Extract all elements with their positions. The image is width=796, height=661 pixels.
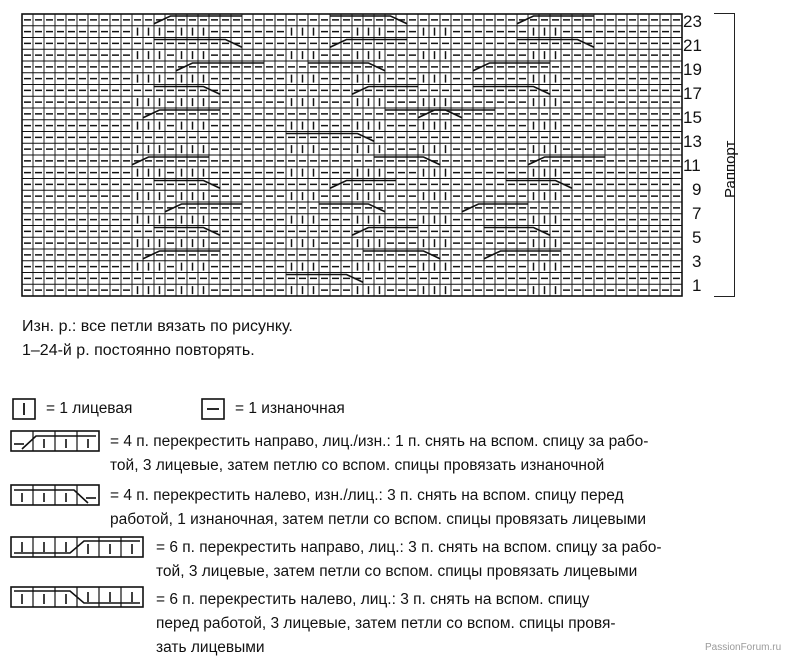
row-number-13: 13	[683, 132, 702, 151]
legend-cross6-left-l2: перед работой, 3 лицевые, затем петли со вспом. спицы провя-	[156, 615, 616, 632]
legend-knit: = 1 лицевая	[46, 400, 133, 417]
row-number-15: 15	[683, 108, 702, 127]
knit-symbol-icon	[12, 398, 38, 420]
cross4-right-symbol-icon	[10, 430, 104, 452]
rapport-label: Раппорт	[722, 140, 739, 198]
row-number-23: 23	[683, 12, 702, 31]
row-number-7: 7	[692, 204, 702, 223]
cross6-left-symbol-icon	[10, 586, 148, 608]
legend-cross6-right-l2: той, 3 лицевые, затем петли со вспом. спицы провязать лицевыми	[156, 563, 638, 580]
legend-cross4-left-l2: работой, 1 изнаночная, затем петли со вспом. спицы провязать лицевыми	[110, 511, 647, 528]
legend-cross4-left-l1: = 4 п. перекрестить налево, изн./лиц.: 3 п. снять на вспом. спицу перед	[110, 487, 624, 504]
row-number-21: 21	[683, 36, 702, 55]
row-number-11: 11	[683, 156, 701, 175]
row-number-1: 1	[692, 276, 702, 295]
legend-cross6-left-l3: зать лицевыми	[156, 639, 265, 656]
cross4-left-symbol-icon	[10, 484, 104, 506]
legend-purl: = 1 изнаночная	[235, 400, 345, 417]
row-number-9: 9	[692, 180, 702, 199]
cross6-right-symbol-icon	[10, 536, 148, 558]
legend-cross4-right-l1: = 4 п. перекрестить направо, лиц./изн.: 1 п. снять на вспом. спицу за рабо-	[110, 433, 649, 450]
purl-symbol-icon	[201, 398, 227, 420]
note-repeat: 1–24-й р. постоянно повторять.	[22, 342, 255, 359]
row-number-19: 19	[683, 60, 702, 79]
note-wrong-side: Изн. р.: все петли вязать по рисунку.	[22, 318, 293, 335]
row-number-17: 17	[683, 84, 702, 103]
row-number-5: 5	[692, 228, 702, 247]
row-number-3: 3	[692, 252, 702, 271]
knitting-chart	[0, 0, 796, 300]
watermark: PassionForum.ru	[705, 642, 782, 653]
legend-cross6-left-l1: = 6 п. перекрестить налево, лиц.: 3 п. снять на вспом. спицу	[156, 591, 590, 608]
legend-cross6-right-l1: = 6 п. перекрестить направо, лиц.: 3 п. снять на вспом. спицу за рабо-	[156, 539, 662, 556]
legend-cross4-right-l2: той, 3 лицевые, затем петлю со вспом. спицы провязать изнаночной	[110, 457, 605, 474]
